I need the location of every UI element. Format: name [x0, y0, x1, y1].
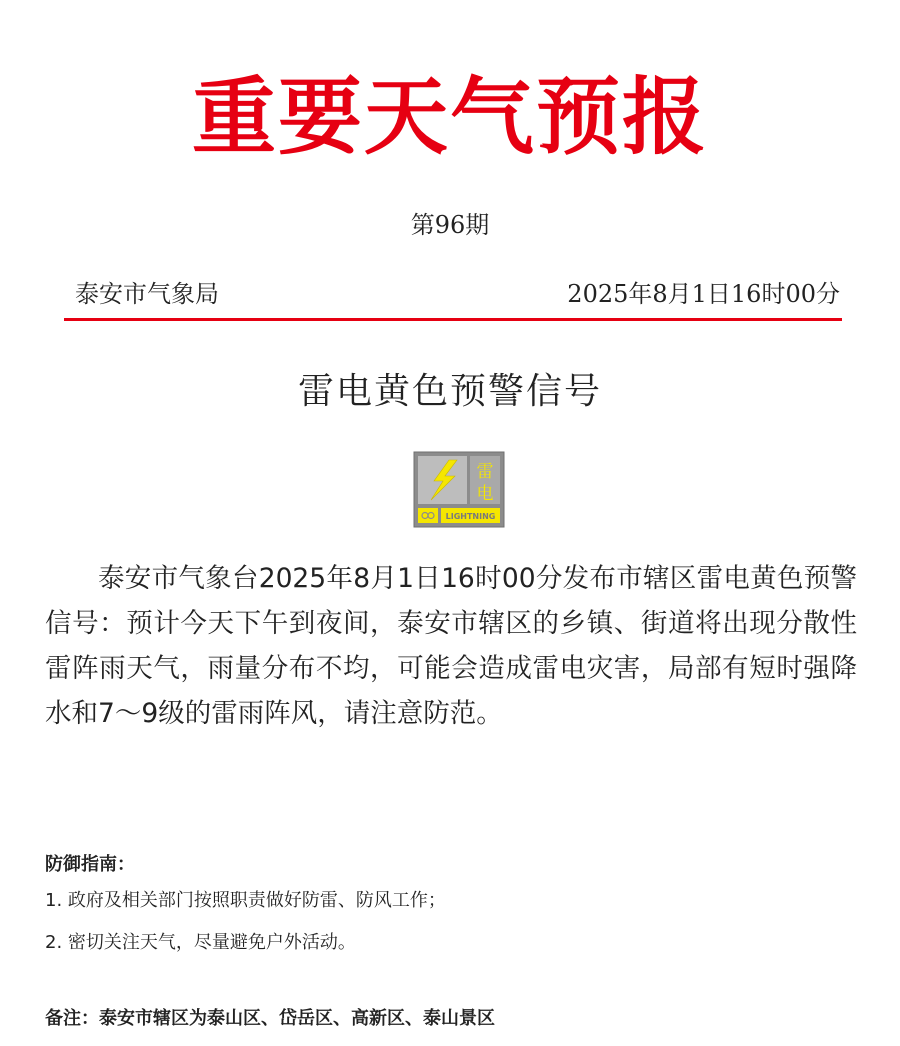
issue-datetime: 2025年8月1日16时00分: [567, 280, 840, 308]
issuing-bureau: 泰安市气象局: [75, 280, 219, 308]
defense-guide-item: 1. 政府及相关部门按照职责做好防雷、防风工作；: [45, 890, 446, 911]
icon-label-top: 雷: [476, 462, 494, 482]
warning-body-text: 泰安市气象台2025年8月1日16时00分发布市辖区雷电黄色预警信号：预计今天下午到夜间，泰安市辖区的乡镇、街道将出现分散性雷阵雨天气，雨量分布不均，可能会造成雷电灾害，局部有短时强降水和7～9级的雷雨阵风，请注意防范。: [45, 563, 857, 729]
header-divider: [64, 318, 842, 321]
defense-guide-title: 防御指南：: [45, 854, 135, 875]
issue-number: 第96期: [410, 211, 490, 239]
signal-title: 雷电黄色预警信号: [297, 371, 602, 412]
defense-guide-item: 2. 密切关注天气，尽量避免户外活动。: [45, 932, 356, 953]
masthead-title: 重要天气预报: [191, 67, 708, 166]
icon-label-bottom: 电: [476, 484, 494, 504]
remark-note: 备注：泰安市辖区为泰山区、岱岳区、高新区、泰山景区: [45, 1008, 495, 1029]
icon-label-en: LIGHTNING: [445, 512, 496, 521]
lightning-yellow-warning-icon: [413, 451, 505, 528]
